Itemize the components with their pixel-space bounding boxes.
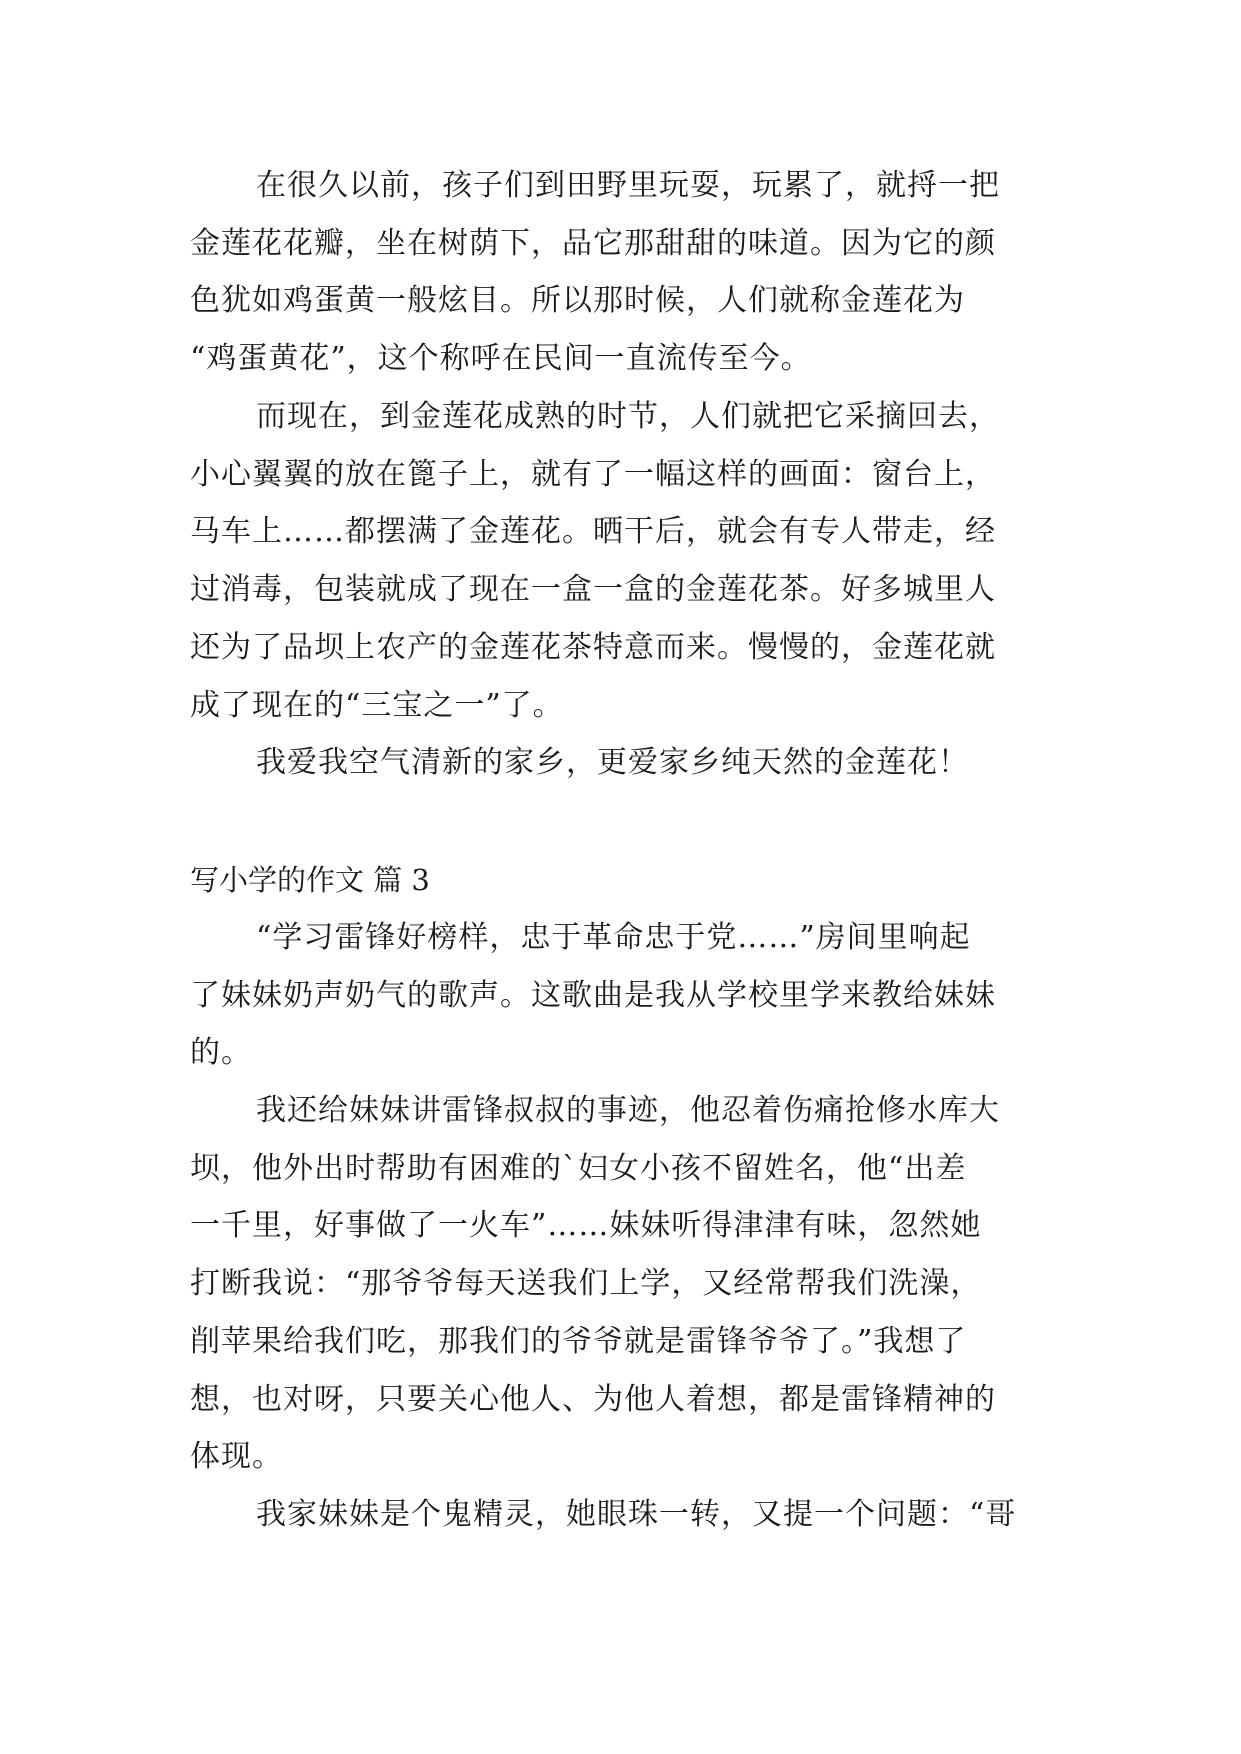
text-line: 我还给妹妹讲雷锋叔叔的事迹，他忍着伤痛抢修水库大 [256, 1093, 1000, 1128]
text-line: 了妹妹奶声奶气的歌声。这歌曲是我从学校里学来教给妹妹 [190, 978, 996, 1013]
text-line: 还为了品坝上农产的金莲花茶特意而来。慢慢的，金莲花就 [190, 630, 996, 665]
text-line: 成了现在的“三宝之一”了。 [190, 688, 564, 723]
text-line: 削苹果给我们吃，那我们的爷爷就是雷锋爷爷了。”我想了 [190, 1324, 967, 1359]
text-line: 的。 [190, 1035, 252, 1070]
text-line: 一千里，好事做了一火车”……妹妹听得津津有味，忽然她 [190, 1208, 982, 1243]
text-line: 坝，他外出时帮助有困难的`妇女小孩不留姓名，他“出差 [190, 1151, 967, 1186]
section-heading: 写小学的作文 篇 3 [190, 863, 430, 897]
text-line: 想，也对呀，只要关心他人、为他人着想，都是雷锋精神的 [190, 1382, 996, 1417]
text-line: 我家妹妹是个鬼精灵，她眼珠一转，又提一个问题：“哥 [256, 1497, 1017, 1532]
text-line: 在很久以前，孩子们到田野里玩耍，玩累了，就捋一把 [256, 168, 1000, 203]
text-line: 体现。 [190, 1439, 283, 1474]
text-line: 金莲花花瓣，坐在树荫下，品它那甜甜的味道。因为它的颜 [190, 226, 996, 261]
text-line: “学习雷锋好榜样，忠于革命忠于党……”房间里响起 [256, 920, 971, 955]
text-line: 而现在，到金莲花成熟的时节，人们就把它采摘回去， [256, 399, 1000, 434]
text-line: 过消毒，包装就成了现在一盒一盒的金莲花茶。好多城里人 [190, 572, 996, 607]
text-line: 色犹如鸡蛋黄一般炫目。所以那时候，人们就称金莲花为 [190, 283, 965, 318]
text-line: 小心翼翼的放在篦子上，就有了一幅这样的画面：窗台上， [190, 457, 996, 492]
text-line: 马车上……都摆满了金莲花。晒干后，就会有专人带走，经 [190, 514, 996, 549]
text-line: “鸡蛋黄花”，这个称呼在民间一直流传至今。 [190, 341, 812, 376]
text-line: 打断我说：“那爷爷每天送我们上学，又经常帮我们洗澡， [190, 1266, 982, 1301]
text-line: 我爱我空气清新的家乡，更爱家乡纯天然的金莲花！ [256, 745, 969, 780]
